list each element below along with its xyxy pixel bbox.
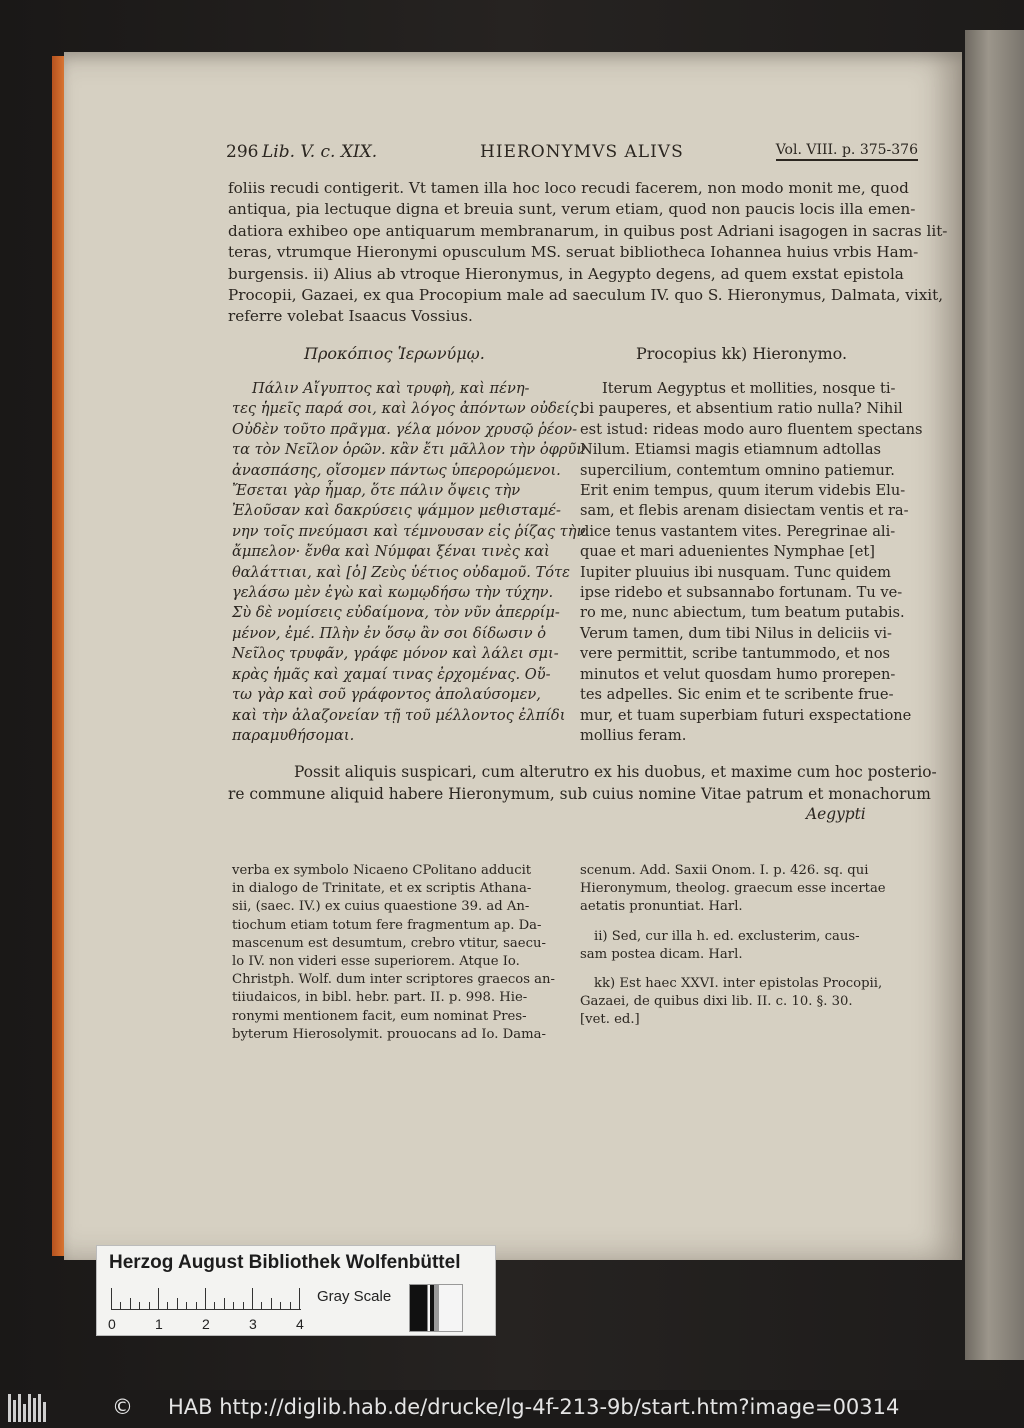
footnote-line: sam postea dicam. Harl. <box>580 946 743 962</box>
footnote-gap <box>580 917 912 928</box>
latin-line: est istud: rideas modo auro fluentem spectans <box>580 420 923 438</box>
ruler-tick <box>233 1302 234 1310</box>
volume-ref: Vol. VIII. p. 375-376 <box>776 142 918 161</box>
ruler-tick <box>130 1298 131 1310</box>
ruler-tick <box>120 1302 121 1310</box>
book-chapter-ref: Lib. V. c. XIX. <box>262 142 378 162</box>
ruler-label: 0 <box>108 1316 116 1332</box>
greek-line: κρὰς ἡμᾶς καὶ χαμαί τινας ἐρχομένας. Οὕ- <box>232 665 551 683</box>
ruler-tick <box>252 1288 253 1310</box>
greek-line: Ἐλοῦσαν καὶ δακρύσεις ψάμμον μεθισταμέ- <box>232 502 561 520</box>
greek-line: Πάλιν Αἴγυπτος καὶ τρυφὴ, καὶ πένη- <box>252 380 530 397</box>
greek-line: Ἔσεται γὰρ ἦμαρ, ὅτε πάλιν ὄψεις τὴν <box>232 482 521 500</box>
ruler-label: 3 <box>249 1316 257 1332</box>
greek-line: τω γὰρ καὶ σοῦ γράφοντος ἀπολαύσομεν, <box>232 686 541 704</box>
closing-paragraph <box>228 762 937 805</box>
latin-line: dice tenus vastantem vites. Peregrinae ali- <box>580 522 896 540</box>
ruler-tick <box>271 1298 272 1310</box>
greek-line: θαλάττιαι, καὶ [ὁ] Ζεὺς ὑέτιος οὐδαμοῦ. Τότε <box>232 563 570 581</box>
gray-scale-swatch <box>409 1284 463 1332</box>
greek-line: μένον, ἐμέ. Πλὴν ἐν ὅσῳ ἂν σοι δίδωσιν ὁ <box>232 624 547 642</box>
greek-line: Οὐδὲν τοῦτο πρᾶγμα. γέλα μόνον χρυσῷ ῥέον- <box>232 420 578 438</box>
ruler-tick <box>299 1288 300 1310</box>
footnote-line: verba ex symbolo Nicaeno CPolitano adducit <box>232 863 532 878</box>
latin-line: vere permittit, scribe tantummodo, et nos <box>580 645 890 663</box>
library-color-card <box>96 1245 496 1336</box>
latin-line: supercilium, contemtum omnino patiemur. <box>580 461 895 479</box>
footnote-line: tiochum etiam totum fere fragmentum ap. Da- <box>232 917 542 933</box>
ruler-label: 4 <box>296 1316 304 1332</box>
latin-letter-text <box>580 379 923 746</box>
greek-line: Σὺ δὲ νομίσεις εὐδαίμονα, τὸν νῦν ἀπερρίμ- <box>232 604 560 622</box>
text-line: Procopii, Gazaei, ex qua Procopium male ad saeculum IV. quo S. Hieronymus, Dalmata, vixit, <box>228 286 944 305</box>
footnote-line: lo IV. non videri esse superiorem. Atque Io. <box>232 954 520 970</box>
greek-letter-text <box>232 379 586 746</box>
ruler-label: 2 <box>202 1316 210 1332</box>
footnote-line: Hieronymum, theolog. graecum esse incertae <box>580 881 886 897</box>
latin-line: sam, et flebis arenam disiectam ventis et ra- <box>580 502 909 520</box>
footnote-line: Gazaei, de quibus dixi lib. II. c. 10. §. 30. <box>580 994 853 1010</box>
ruler-tick <box>205 1288 206 1310</box>
latin-line: Erit enim tempus, quum iterum videbis Elu- <box>580 482 906 500</box>
latin-line: ipse ridebo et subsannabo fortunam. Tu ve- <box>580 584 903 602</box>
footnote-left-column <box>232 862 564 1044</box>
latin-line: tes adpelles. Sic enim et te scribente frue- <box>580 686 894 704</box>
footnote-line: sii, (saec. IV.) ex cuius quaestione 39. ad An- <box>232 899 530 915</box>
latin-line: Nilum. Etiamsi magis etiamnum adtollas <box>580 441 882 459</box>
latin-line: mur, et tuam superbiam futuri exspectatione <box>580 706 912 724</box>
footnote-line: ronymi mentionem facit, eum nominat Pres- <box>232 1008 527 1024</box>
text-line: referre volebat Isaacus Vossius. <box>228 307 473 326</box>
text-line: foliis recudi contigerit. Vt tamen illa hoc loco recudi facerem, non modo monit me, quod <box>228 179 909 197</box>
ruler-tick <box>196 1302 197 1310</box>
footer-link[interactable]: HAB http://diglib.hab.de/drucke/lg-4f-213-9b/start.htm?image=00314 <box>168 1395 900 1419</box>
text-line: antiqua, pia lectuque digna et breuia sunt, verum etiam, quod non paucis locis illa emen- <box>228 200 916 219</box>
greek-line: ἀνασπάσης, οἴσομεν πάντως ὑπερορώμενοι. <box>232 461 561 479</box>
text-line: burgensis. ii) Alius ab vtroque Hieronymus, in Aegypto degens, ad quem exstat epistola <box>228 264 904 283</box>
greek-line: τα τὸν Νεῖλον ὁρῶν. κἂν ἔτι μᾶλλον τὴν ὀφρῦν <box>232 441 586 459</box>
latin-column-heading: Procopius kk) Hieronymo. <box>636 344 848 363</box>
latin-line: mollius feram. <box>580 726 687 744</box>
footnote-line: scenum. Add. Saxii Onom. I. p. 426. sq. qui <box>580 863 869 878</box>
footnote-kk: kk) Est haec XXVI. inter epistolas Procopii, <box>594 976 883 992</box>
latin-line: ro me, nunc abiectum, tum beatum putabis. <box>580 604 905 622</box>
greek-line: νην τοῖς πνεύμασι καὶ τέμνουσαν εἰς ῥίζας τὴν <box>232 522 586 540</box>
library-name: Herzog August Bibliothek Wolfenbüttel <box>109 1252 461 1273</box>
ruler-tick <box>214 1302 215 1310</box>
ruler-tick <box>186 1302 187 1310</box>
ruler-tick <box>224 1298 225 1310</box>
text-line: teras, vtrumque Hieronymi opusculum MS. seruat bibliotheca Iohannea huius vrbis Ham- <box>228 243 919 262</box>
ruler-tick <box>111 1288 112 1310</box>
footnote-line: tiiudaicos, in bibl. hebr. part. II. p. 998. Hie- <box>232 990 528 1006</box>
hab-logo-icon <box>8 1394 52 1422</box>
greek-line: ἄμπελον· ἔνθα καὶ Νύμφαι ξέναι τινὲς καὶ <box>232 543 550 561</box>
copyright-icon: © <box>112 1395 133 1419</box>
ruler-tick <box>243 1302 244 1310</box>
ruler-tick <box>149 1302 150 1310</box>
latin-line: minutos et velut quosdam humo prorepen- <box>580 665 896 683</box>
ruler-tick <box>177 1298 178 1310</box>
latin-line: quae et mari aduenientes Nymphae [et] <box>580 543 875 561</box>
ruler-tick <box>158 1288 159 1310</box>
ruler-tick <box>139 1302 140 1310</box>
latin-line: Iterum Aegyptus et mollities, nosque ti- <box>602 380 896 397</box>
latin-line: Iupiter pluuius ibi nusquam. Tunc quidem <box>580 563 892 581</box>
greek-line: καὶ τὴν ἀλαζονείαν τῇ τοῦ μέλλοντος ἐλπίδι <box>232 706 566 724</box>
ruler-tick <box>290 1302 291 1310</box>
text-line: re commune aliquid habere Hieronymum, sub cuius nomine Vitae patrum et monachorum <box>228 784 931 803</box>
greek-column-heading: Προκόπιος Ἱερωνύμῳ. <box>304 344 485 363</box>
text-line: datiora exhibeo ope antiquarum membranarum, in quibus post Adriani isagogen in sacras lit- <box>228 221 948 240</box>
page-number: 296 <box>226 142 259 162</box>
latin-line: bi pauperes, et absentium ratio nulla? Nihil <box>580 400 903 418</box>
greek-line: παραμυθήσομαι. <box>232 726 355 744</box>
catchword: Aegypti <box>806 805 866 823</box>
running-head <box>226 138 918 168</box>
running-title: HIERONYMVS ALIVS <box>480 142 684 162</box>
footnote-line: aetatis pronuntiat. Harl. <box>580 899 743 915</box>
facing-page-strip <box>965 30 1024 1360</box>
ruler-tick <box>261 1302 262 1310</box>
footnote-gap <box>580 964 912 975</box>
footnote-line: byterum Hierosolymit. prouocans ad Io. Dama- <box>232 1026 546 1042</box>
ruler-tick <box>167 1302 168 1310</box>
footnote-line: Christph. Wolf. dum inter scriptores graecos an- <box>232 972 555 988</box>
footnote-line: in dialogo de Trinitate, et ex scriptis Athana- <box>232 881 532 897</box>
footnote-line: [vet. ed.] <box>580 1012 640 1028</box>
gray-scale-label: Gray Scale <box>317 1288 392 1305</box>
footnote-ii: ii) Sed, cur illa h. ed. exclusterim, caus- <box>594 928 860 944</box>
latin-line: Verum tamen, dum tibi Nilus in deliciis vi- <box>580 624 892 642</box>
ruler-label: 1 <box>155 1316 163 1332</box>
footnote-line: mascenum est desumtum, crebro vtitur, saecu- <box>232 935 546 951</box>
ruler-scale <box>111 1288 301 1310</box>
intro-paragraph <box>228 178 948 328</box>
greek-line: τες ἡμεῖς παρά σοι, καὶ λόγος ἀπόντων οὐδείς. <box>232 400 584 418</box>
greek-line: Νεῖλος τρυφᾶν, γράφε μόνον καὶ λάλει σμι- <box>232 645 559 663</box>
ruler-tick <box>280 1302 281 1310</box>
greek-line: γελάσω μὲν ἐγὼ καὶ κωμῳδήσω τὴν τύχην. <box>232 584 554 602</box>
footnote-right-column <box>580 862 912 1030</box>
text-line: Possit aliquis suspicari, cum alterutro ex his duobus, et maxime cum hoc posterio- <box>294 763 937 781</box>
